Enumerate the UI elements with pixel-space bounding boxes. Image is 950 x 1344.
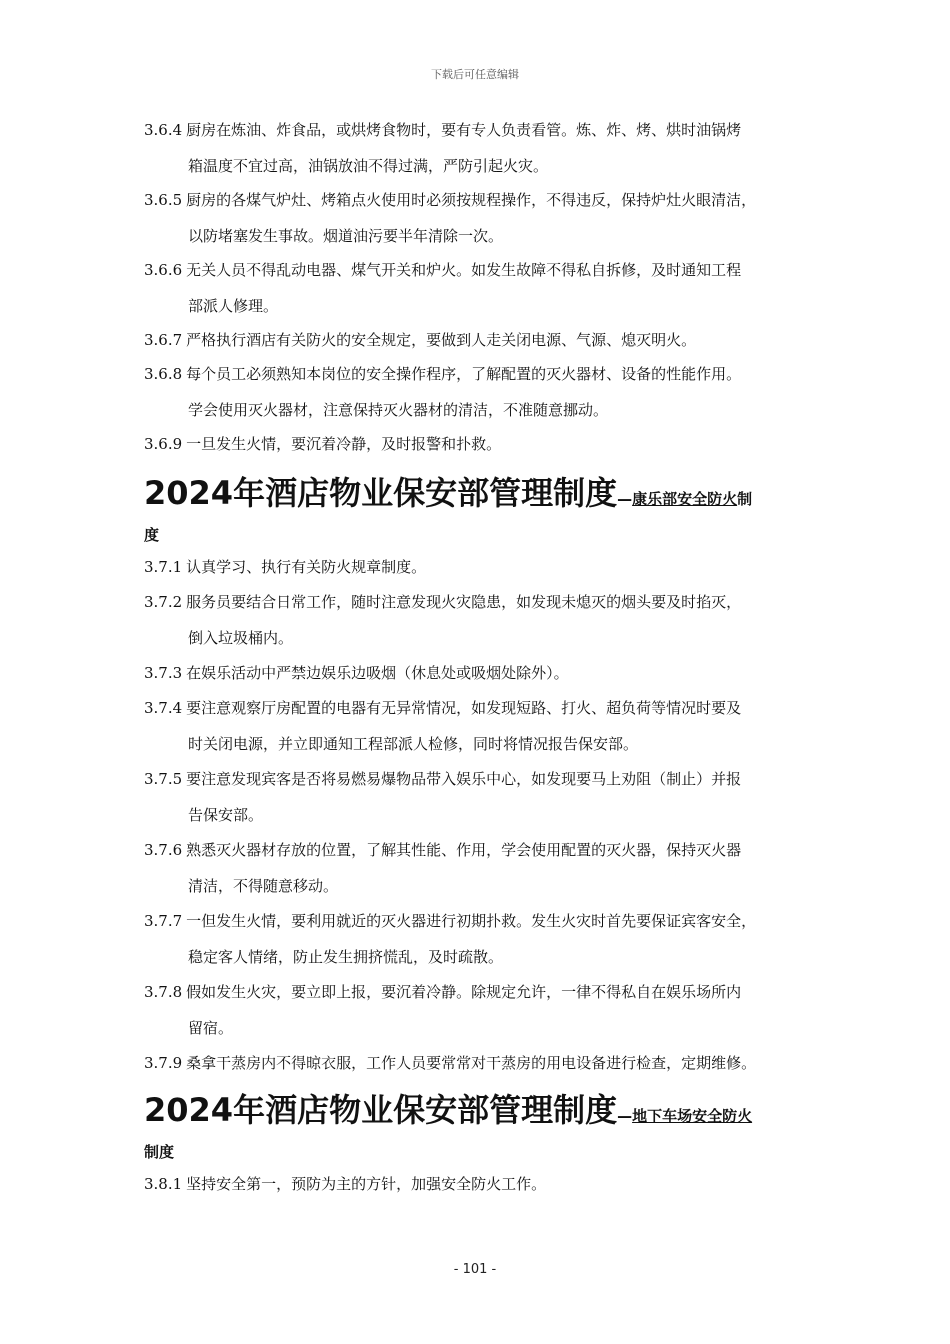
heading-subtitle: 地下车场安全防火 [632,1107,753,1125]
clause-continuation: 学会使用灭火器材，注意保持灭火器材的清洁，不准随意挪动。 [188,401,609,419]
clause-item [144,840,824,896]
clause-first-line [144,911,824,931]
clause-item [144,769,824,825]
heading-dash: — [617,1107,633,1125]
clause-first-line [144,663,824,683]
clause-number: 3.7.2 [144,593,183,611]
clause-text: 厨房的各煤气炉灶、烤箱点火使用时必须按规程操作，不得违反，保持炉灶火眼清洁， [186,191,757,209]
clause-number: 3.7.1 [144,558,183,576]
clause-number: 3.6.9 [144,435,183,453]
heading-title: 2024年酒店物业保安部管理制度 [144,474,618,512]
clause-first-line [144,769,824,789]
clause-item [144,260,824,316]
clause-number: 3.7.8 [144,983,183,1001]
clause-first-line [144,698,824,718]
clause-item [144,1053,824,1073]
heading-suffix: 制 [737,490,753,508]
clause-first-line [144,982,824,1002]
clause-first-line [144,364,824,384]
clause-number: 3.7.5 [144,770,183,788]
clause-first-line [144,592,824,612]
page-header: 下载后可任意编辑 [431,68,519,81]
clause-number: 3.7.4 [144,699,183,717]
heading-tail: 度 [144,526,160,544]
clause-text: 在娱乐活动中严禁边娱乐边吸烟（休息处或吸烟处除外）。 [186,664,569,682]
clause-item [144,911,824,967]
clause-number: 3.7.9 [144,1054,183,1072]
document-body [144,120,824,1194]
clause-continuation: 告保安部。 [188,806,264,824]
clause-first-line [144,840,824,860]
clause-text: 要注意发现宾客是否将易燃易爆物品带入娱乐中心，如发现要马上劝阻（制止）并报 [186,770,742,788]
clause-text: 熟悉灭火器材存放的位置，了解其性能、作用，学会使用配置的灭火器，保持灭火器 [186,841,742,859]
clause-item [144,1174,824,1194]
clause-number: 3.8.1 [144,1175,183,1193]
clause-number: 3.6.4 [144,121,183,139]
clause-first-line [144,434,824,454]
clause-continuation: 以防堵塞发生事故。烟道油污要半年清除一次。 [188,227,504,245]
section-3-7 [144,557,824,1073]
clause-number: 3.7.7 [144,912,183,930]
clause-text: 认真学习、执行有关防火规章制度。 [186,558,427,576]
clause-first-line [144,260,824,280]
clause-number: 3.7.3 [144,664,183,682]
heading-dash: — [617,490,633,508]
heading-title: 2024年酒店物业保安部管理制度 [144,1091,618,1129]
section-3-8 [144,1174,824,1194]
clause-continuation: 稳定客人情绪，防止发生拥挤慌乱，及时疏散。 [188,948,504,966]
clause-continuation: 倒入垃圾桶内。 [188,629,294,647]
clause-number: 3.7.6 [144,841,183,859]
section-3-6 [144,120,824,454]
clause-continuation: 清洁，不得随意移动。 [188,877,339,895]
clause-first-line [144,1053,824,1073]
clause-text: 坚持安全第一，预防为主的方针，加强安全防火工作。 [186,1175,547,1193]
clause-continuation: 留宿。 [188,1019,234,1037]
clause-item [144,698,824,754]
clause-text: 每个员工必须熟知本岗位的安全操作程序，了解配置的灭火器材、设备的性能作用。 [186,365,742,383]
clause-number: 3.6.8 [144,365,183,383]
clause-item [144,330,824,350]
clause-continuation: 部派人修理。 [188,297,279,315]
clause-item [144,190,824,246]
clause-number: 3.6.6 [144,261,183,279]
clause-first-line [144,190,824,210]
clause-text: 一旦发生火情，要沉着冷静，及时报警和扑救。 [186,435,502,453]
clause-first-line [144,1174,824,1194]
clause-text: 一但发生火情，要利用就近的灭火器进行初期扑救。发生火灾时首先要保证宾客安全， [186,912,757,930]
page-number: - 101 - [453,1262,497,1277]
clause-text: 桑拿干蒸房内不得晾衣服，工作人员要常常对干蒸房的用电设备进行检查，定期维修。 [186,1054,757,1072]
clause-text: 厨房在炼油、炸食品，或烘烤食物时，要有专人负责看管。炼、炸、烤、烘时油锅烤 [186,121,742,139]
clause-first-line [144,557,824,577]
clause-text: 假如发生火灾，要立即上报，要沉着冷静。除规定允许，一律不得私自在娱乐场所内 [186,983,742,1001]
clause-item [144,364,824,420]
clause-text: 无关人员不得乱动电器、煤气开关和炉火。如发生故障不得私自拆修，及时通知工程 [186,261,742,279]
section-heading-kangle [144,468,824,545]
clause-item [144,592,824,648]
clause-first-line [144,120,824,140]
clause-continuation: 箱温度不宜过高，油锅放油不得过满，严防引起火灾。 [188,157,549,175]
clause-text: 要注意观察厅房配置的电器有无异常情况，如发现短路、打火、超负荷等情况时要及 [186,699,742,717]
clause-item [144,120,824,176]
heading-tail: 制度 [144,1143,175,1161]
clause-number: 3.6.7 [144,331,183,349]
clause-number: 3.6.5 [144,191,183,209]
heading-subtitle: 康乐部安全防火 [632,490,738,508]
clause-item [144,434,824,454]
clause-item [144,982,824,1038]
clause-text: 严格执行酒店有关防火的安全规定，要做到人走关闭电源、气源、熄灭明火。 [186,331,697,349]
clause-item [144,663,824,683]
clause-item [144,557,824,577]
section-heading-garage [144,1085,824,1162]
clause-first-line [144,330,824,350]
clause-continuation: 时关闭电源，并立即通知工程部派人检修，同时将情况报告保安部。 [188,735,639,753]
clause-text: 服务员要结合日常工作，随时注意发现火灾隐患，如发现未熄灭的烟头要及时掐灭， [186,593,742,611]
